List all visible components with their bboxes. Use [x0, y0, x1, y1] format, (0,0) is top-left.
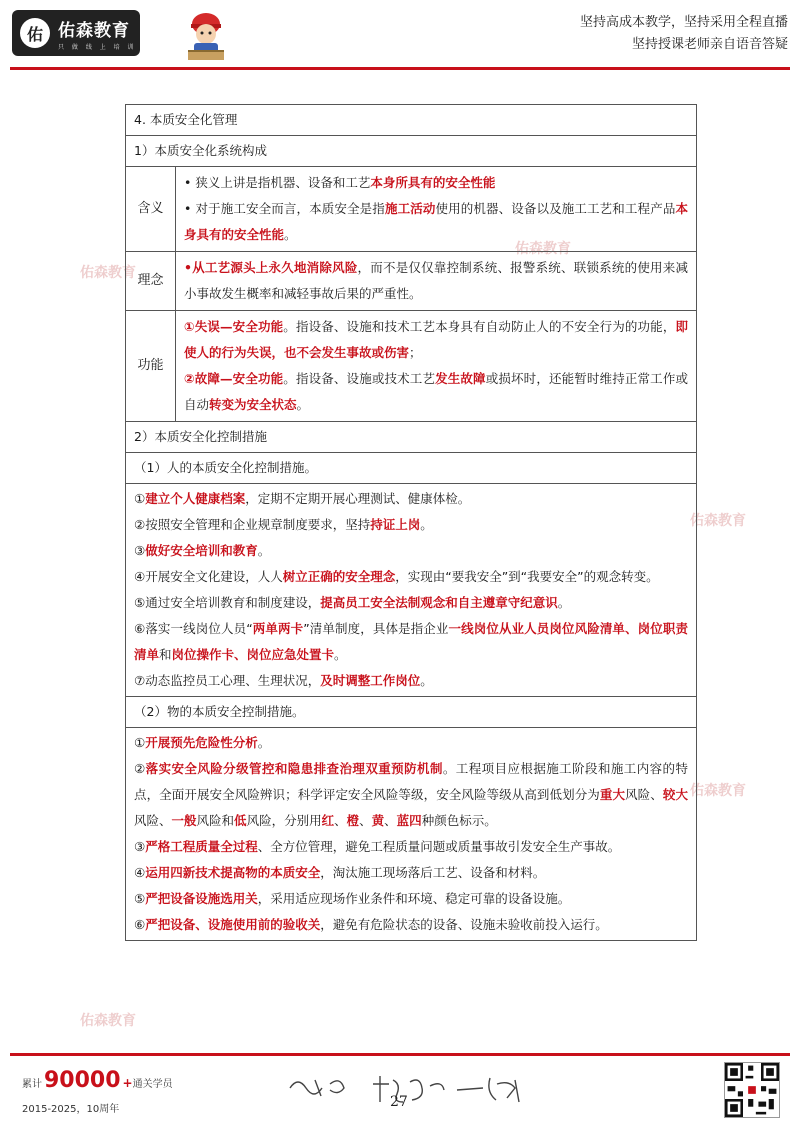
footer-divider — [10, 1053, 790, 1056]
qr-code-icon — [724, 1062, 780, 1118]
list-item: ⑦动态监控员工心理、生理状况，及时调整工作岗位。 — [134, 673, 433, 688]
list-item: ⑥落实一线岗位人员“两单两卡”清单制度，具体是指企业一线岗位从业人员岗位风险清单、岗位职责清单和岗位操作卡、岗位应急处置卡。 — [134, 621, 688, 662]
watermark: 佑森教育 — [515, 241, 571, 257]
row-content: ①失误—安全功能。指设备、设施和技术工艺本身具有自动防止人的不安全行为的功能，即使人的行为失误，也不会发生事故或伤害； ②故障—安全功能。指设备、设施或技术工艺发生故障或损坏时，还能暂时维持正常工作或自动转变为安全状态。 — [184, 319, 688, 412]
concept-row — [126, 252, 696, 311]
list-item: ④运用四新技术提高物的本质安全，淘汰施工现场落后工艺、设备和材料。 — [134, 865, 546, 880]
student-count: 累计 90000 + 通关学员 — [22, 1068, 173, 1093]
list-item: ④开展安全文化建设，人人树立正确的安全理念，实现由“要我安全”到“我要安全”的观念转变。 — [134, 569, 659, 584]
watermark: 佑森教育 — [80, 1013, 136, 1029]
row-content: •从工艺源头上永久地消除风险，而不是仅仅靠控制系统、报警系统、联锁系统的使用来减小事故发生概率和减轻事故后果的严重性。 — [184, 260, 688, 301]
subsection-title: 1）本质安全化系统构成 — [126, 136, 696, 167]
signature-icon — [285, 1066, 535, 1110]
meaning-row — [126, 167, 696, 252]
header-slogan — [580, 12, 788, 56]
brand-logo — [12, 10, 140, 56]
human-measures-list — [126, 484, 696, 697]
human-measures-title: （1）人的本质安全化控制措施。 — [126, 453, 696, 484]
slogan-line-1: 坚持高成本教学，坚持采用全程直播 — [579, 15, 788, 30]
watermark: 佑森教育 — [690, 783, 746, 799]
list-item: ①开展预先危险性分析。 — [134, 735, 271, 750]
list-item: ⑤通过安全培训教育和制度建设，提高员工安全法制观念和自主遵章守纪意识。 — [134, 595, 571, 610]
row-label: 含义 — [126, 167, 176, 251]
page-header — [0, 0, 800, 72]
page-number: 27 — [390, 1094, 408, 1110]
header-divider — [10, 67, 790, 70]
logo-mark: 佑 — [20, 18, 50, 48]
object-measures-list — [126, 728, 696, 940]
count-number: 90000 — [44, 1068, 121, 1093]
subsection-title: 2）本质安全化控制措施 — [126, 422, 696, 453]
list-item: ②按照安全管理和企业规章制度要求，坚持持证上岗。 — [134, 517, 433, 532]
row-content: • 狭义上讲是指机器、设备和工艺本身所具有的安全性能 • 对于施工安全而言，本质安全是指施工活动使用的机器、设备以及施工工艺和工程产品本身具有的安全性能。 — [184, 175, 688, 242]
list-item: ⑤严把设备设施选用关，采用适应现场作业条件和环境、稳定可靠的设备设施。 — [134, 891, 571, 906]
mascot-icon — [178, 8, 234, 64]
list-item: ①建立个人健康档案，定期不定期开展心理测试、健康体检。 — [134, 491, 471, 506]
section-title: 4. 本质安全化管理 — [126, 105, 696, 136]
logo-name: 佑森教育 — [58, 20, 130, 41]
object-measures-title: （2）物的本质安全控制措施。 — [126, 697, 696, 728]
row-label: 理念 — [126, 252, 176, 310]
list-item: ③做好安全培训和教育。 — [134, 543, 271, 558]
logo-subtitle: 只 做 线 上 培 训 — [58, 43, 137, 51]
anniversary-text: 2015-2025，10周年 — [22, 1104, 120, 1115]
list-item: ⑥严把设备、设施使用前的验收关，避免有危险状态的设备、设施未验收前投入运行。 — [134, 917, 608, 932]
row-label: 功能 — [126, 311, 176, 421]
function-row — [126, 311, 696, 422]
watermark: 佑森教育 — [80, 265, 136, 281]
watermark: 佑森教育 — [690, 513, 746, 529]
content-table — [125, 104, 697, 941]
list-item: ②落实安全风险分级管控和隐患排查治理双重预防机制。工程项目应根据施工阶段和施工内容的特点，全面开展安全风险辨识；科学评定安全风险等级，安全风险等级从高到低划分为重大风险、较大风险、一般风险和低风险，分别用红、橙、黄、蓝四种颜色标示。 — [134, 761, 688, 828]
slogan-line-2: 坚持授课老师亲自语音答疑 — [631, 37, 788, 52]
list-item: ③严格工程质量全过程、全方位管理，避免工程质量问题或质量事故引发安全生产事故。 — [134, 839, 621, 854]
